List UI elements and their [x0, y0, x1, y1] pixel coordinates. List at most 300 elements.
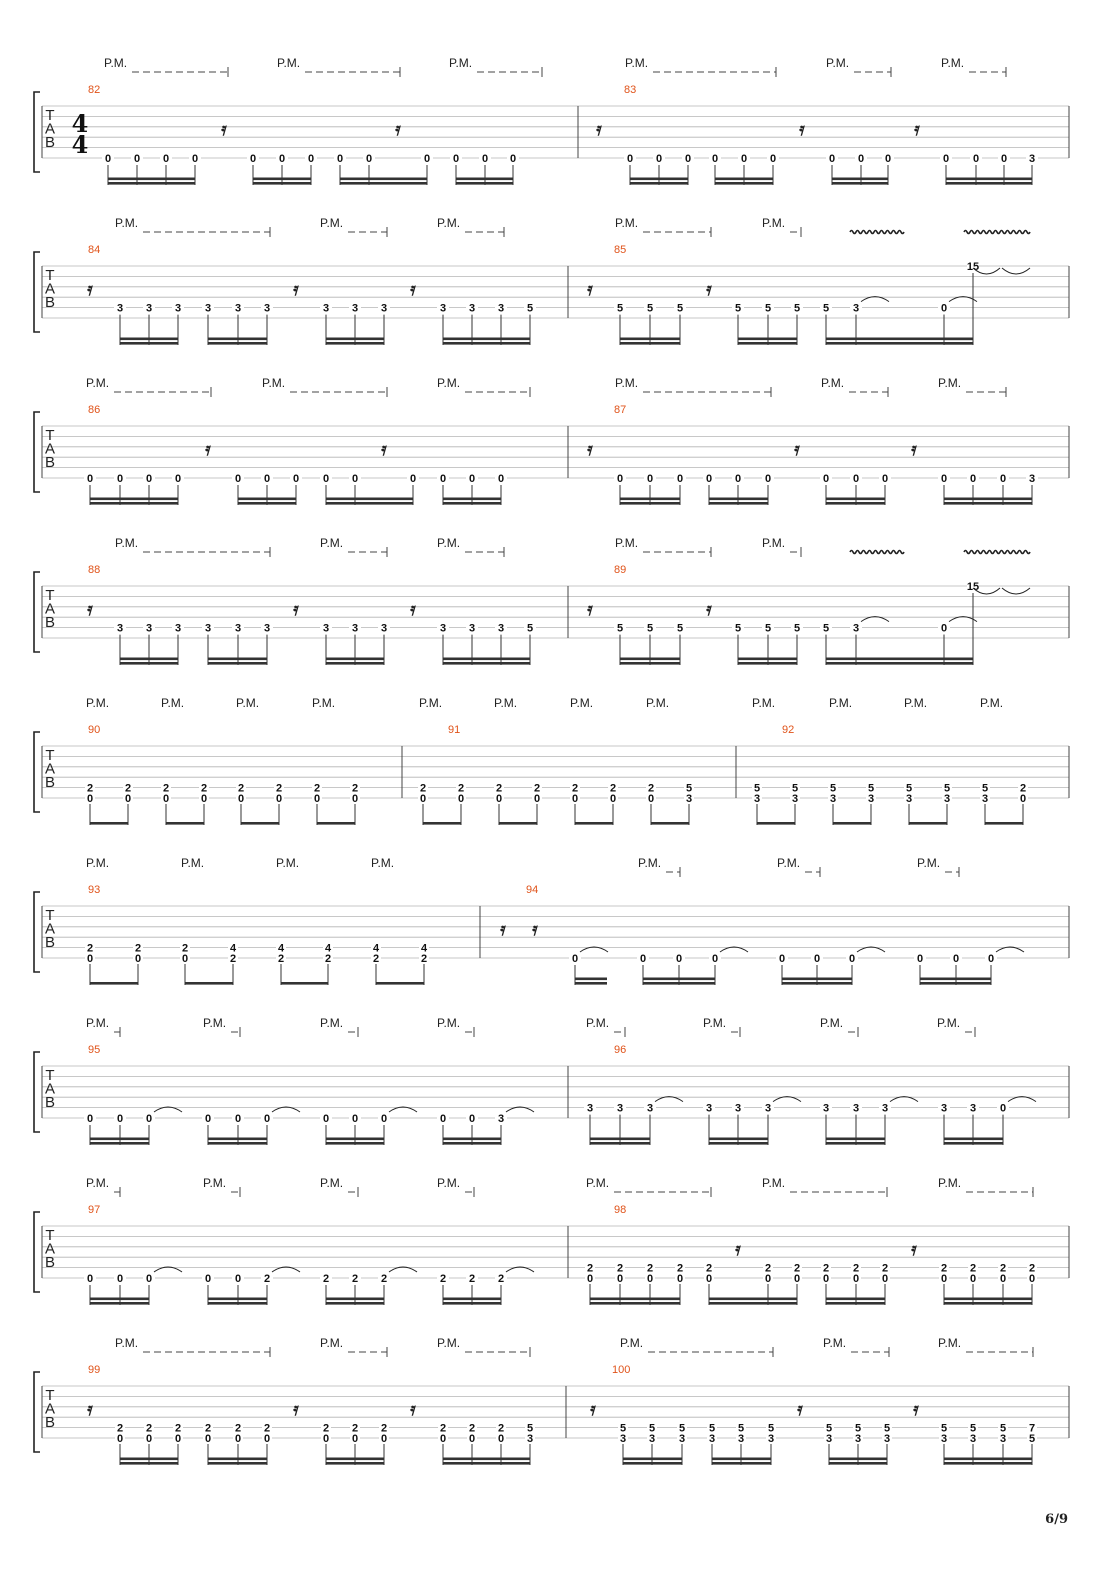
staff-system — [34, 376, 1069, 505]
beam — [326, 1298, 384, 1301]
fret-number: 0 — [705, 1273, 713, 1285]
sixteenth-rest: 𝄿 — [87, 1399, 93, 1420]
palm-mute-label: P.M. — [320, 1016, 344, 1030]
beam — [651, 822, 689, 825]
fret-number: 0 — [509, 153, 517, 165]
fret-number: 0 — [1000, 153, 1008, 165]
palm-mute-label: P.M. — [115, 216, 139, 230]
fret-number: 2 — [181, 942, 189, 955]
tab-clef-letter: A — [44, 1240, 56, 1258]
beam — [826, 1138, 885, 1141]
fret-number: 2 — [1028, 1262, 1036, 1275]
staff-system — [34, 856, 1069, 985]
fret-number: 0 — [116, 1113, 124, 1125]
fret-number: 5 — [646, 622, 654, 635]
bar-number: 93 — [88, 884, 101, 896]
fret-number: 0 — [234, 473, 242, 485]
beam — [715, 178, 773, 181]
beam — [826, 502, 885, 505]
fret-number: 2 — [124, 782, 132, 795]
tab-clef-letter: A — [44, 440, 56, 458]
fret-number: 2 — [793, 1262, 801, 1275]
beam — [738, 662, 797, 665]
bar-93 — [85, 942, 429, 985]
fret-number: 0 — [940, 302, 948, 315]
fret-number: 5 — [791, 782, 799, 795]
tab-clef-letter: A — [44, 920, 56, 938]
fret-number: 2 — [999, 1262, 1007, 1275]
fret-number: 0 — [133, 153, 141, 165]
fret-number: 3 — [322, 302, 330, 315]
fret-number: 2 — [419, 782, 427, 795]
sixteenth-rest: 𝄿 — [87, 599, 93, 620]
sixteenth-rest: 𝄿 — [590, 1399, 596, 1420]
fret-number: 5 — [940, 1422, 948, 1435]
fret-number: 0 — [263, 1113, 271, 1125]
beam — [241, 822, 279, 825]
fret-number: 3 — [616, 1102, 624, 1115]
fret-number: 3 — [145, 302, 153, 315]
beam — [90, 498, 178, 501]
fret-number: 0 — [1019, 793, 1027, 805]
fret-number: 0 — [162, 153, 170, 165]
fret-number: 0 — [116, 1273, 124, 1285]
beam — [423, 822, 461, 825]
fret-number: 4 — [372, 942, 380, 955]
fret-number: 0 — [813, 953, 821, 965]
fret-number: 0 — [134, 953, 142, 965]
fret-number: 0 — [322, 1433, 330, 1445]
fret-number: 0 — [647, 793, 655, 805]
fret-number: 0 — [174, 473, 182, 485]
fret-number: 0 — [881, 473, 889, 485]
bar-number: 92 — [782, 724, 795, 736]
fret-number: 5 — [648, 1422, 656, 1435]
sixteenth-rest: 𝄿 — [587, 279, 593, 300]
bar-number: 88 — [88, 564, 101, 576]
fret-number: 0 — [162, 793, 170, 805]
fret-number: 2 — [646, 1262, 654, 1275]
fret-number: 0 — [646, 473, 654, 485]
fret-number: 0 — [481, 153, 489, 165]
fret-number: 2 — [162, 782, 170, 795]
bar-96 — [584, 1097, 1036, 1145]
fret-number: 0 — [778, 953, 786, 965]
beam — [944, 1302, 1032, 1305]
fret-number: 0 — [86, 1113, 94, 1125]
bar-number: 84 — [88, 244, 101, 256]
fret-number: 2 — [237, 782, 245, 795]
fret-number: 0 — [881, 1273, 889, 1285]
palm-mute-label: P.M. — [419, 696, 443, 710]
fret-number: 0 — [263, 473, 271, 485]
bar-82 — [102, 119, 519, 185]
system-bracket — [34, 892, 40, 972]
sixteenth-rest: 𝄿 — [794, 439, 800, 460]
fret-number: 2 — [495, 782, 503, 795]
fret-number: 0 — [365, 153, 373, 165]
beam — [120, 338, 178, 341]
palm-mute-label: P.M. — [437, 1176, 461, 1190]
fret-number: 0 — [940, 473, 948, 485]
beam — [120, 1462, 178, 1465]
fret-number: 0 — [234, 1433, 242, 1445]
fret-number: 0 — [419, 793, 427, 805]
palm-mute-label: P.M. — [938, 1336, 962, 1350]
beam — [590, 1298, 680, 1301]
beam — [326, 1462, 384, 1465]
fret-number: 0 — [655, 153, 663, 165]
fret-number: 3 — [940, 1433, 948, 1445]
palm-mute-label: P.M. — [320, 536, 344, 550]
fret-number: 0 — [639, 953, 647, 965]
palm-mute-label: P.M. — [86, 1016, 110, 1030]
tab-clef-letter: T — [45, 267, 55, 284]
palm-mute-label: P.M. — [320, 1176, 344, 1190]
fret-number: 5 — [526, 1422, 534, 1435]
beam — [946, 178, 1032, 181]
beam — [90, 822, 128, 825]
palm-mute-label: P.M. — [277, 56, 301, 70]
tab-clef-letter: T — [45, 107, 55, 124]
beam — [829, 1462, 887, 1465]
vibrato-mark — [850, 551, 904, 554]
fret-number: 0 — [734, 473, 742, 485]
fret-number: 3 — [981, 793, 989, 805]
fret-number: 0 — [999, 1273, 1007, 1285]
fret-number: 5 — [678, 1422, 686, 1435]
beam — [709, 1138, 768, 1141]
beam — [208, 342, 267, 345]
palm-mute-label: P.M. — [615, 216, 639, 230]
sixteenth-rest: 𝄿 — [706, 599, 712, 620]
beam — [208, 338, 267, 341]
bar-87 — [587, 439, 1038, 505]
fret-number: 0 — [675, 953, 683, 965]
beam — [944, 342, 973, 345]
fret-number: 5 — [734, 622, 742, 635]
fret-number: 0 — [181, 953, 189, 965]
fret-number: 0 — [969, 473, 977, 485]
palm-mute-label: P.M. — [980, 696, 1004, 710]
fret-number: 5 — [1028, 1433, 1036, 1445]
fret-number: 3 — [969, 1102, 977, 1115]
fret-number: 0 — [940, 1273, 948, 1285]
fret-number: 3 — [829, 793, 837, 805]
bar-number: 83 — [624, 84, 637, 96]
sixteenth-rest: 𝄿 — [395, 119, 401, 140]
fret-number: 2 — [174, 1422, 182, 1435]
fret-number: 3 — [646, 1102, 654, 1115]
tab-clef-letter: T — [45, 907, 55, 924]
beam — [709, 498, 768, 501]
fret-number: 2 — [676, 1262, 684, 1275]
fret-number: 3 — [263, 622, 271, 635]
fret-number: 3 — [526, 1433, 534, 1445]
beam — [120, 658, 178, 661]
palm-mute-label: P.M. — [449, 56, 473, 70]
vibrato-mark — [850, 231, 904, 234]
beam — [623, 1462, 682, 1465]
fret-number: 3 — [439, 622, 447, 635]
fret-number: 2 — [439, 1273, 447, 1285]
beam — [712, 1458, 771, 1461]
beam — [944, 1142, 1003, 1145]
fret-number: 0 — [769, 153, 777, 165]
beam — [575, 822, 613, 825]
fret-number: 0 — [307, 153, 315, 165]
fret-number: 0 — [249, 153, 257, 165]
fret-number: 0 — [322, 1113, 330, 1125]
beam — [90, 1302, 149, 1305]
beam — [317, 822, 355, 825]
beam — [833, 822, 871, 825]
palm-mute-label: P.M. — [625, 56, 649, 70]
fret-number: 5 — [969, 1422, 977, 1435]
palm-mute-label: P.M. — [904, 696, 928, 710]
fret-number: 0 — [468, 473, 476, 485]
fret-number: 3 — [204, 622, 212, 635]
fret-number: 2 — [616, 1262, 624, 1275]
time-signature-bottom: 4 — [71, 130, 89, 159]
sixteenth-rest: 𝄿 — [735, 1239, 741, 1260]
tab-clef-letter: T — [45, 1387, 55, 1404]
staff-system — [34, 536, 1069, 665]
beam — [738, 338, 797, 341]
fret-number: 0 — [1028, 1273, 1036, 1285]
beam — [620, 658, 680, 661]
beam — [326, 1138, 384, 1141]
fret-number: 5 — [764, 302, 772, 315]
fret-number: 0 — [586, 1273, 594, 1285]
beam — [832, 178, 888, 181]
fret-number: 0 — [495, 793, 503, 805]
bar-number: 87 — [614, 404, 627, 416]
fret-number: 0 — [646, 1273, 654, 1285]
fret-number: 3 — [1028, 473, 1036, 485]
bar-92 — [752, 782, 1028, 825]
palm-mute-label: P.M. — [236, 696, 260, 710]
palm-mute-label: P.M. — [826, 56, 850, 70]
tab-clef-letter: B — [44, 1254, 56, 1271]
fret-number: 0 — [263, 1433, 271, 1445]
bar-number: 94 — [526, 884, 539, 896]
fret-number: 0 — [711, 153, 719, 165]
fret-number: 0 — [116, 1433, 124, 1445]
palm-mute-label: P.M. — [917, 856, 941, 870]
fret-number: 2 — [764, 1262, 772, 1275]
palm-mute-label: P.M. — [941, 56, 965, 70]
fret-number: 3 — [468, 622, 476, 635]
staff-system — [34, 56, 1069, 185]
beam — [376, 982, 424, 985]
vibrato-mark — [964, 551, 1030, 554]
beam — [456, 178, 513, 181]
fret-number: 3 — [734, 1102, 742, 1115]
beam — [575, 982, 607, 985]
fret-number: 2 — [705, 1262, 713, 1275]
tie — [1002, 588, 1030, 594]
fret-number: 5 — [829, 782, 837, 795]
fret-number: 2 — [322, 1273, 330, 1285]
tab-clef-letter: A — [44, 120, 56, 138]
beam — [443, 1142, 501, 1145]
fret-number: 4 — [229, 942, 237, 955]
fret-number: 0 — [940, 622, 948, 635]
fret-number: 5 — [905, 782, 913, 795]
fret-number: 0 — [275, 793, 283, 805]
fret-number: 2 — [457, 782, 465, 795]
fret-number: 4 — [324, 942, 332, 955]
fret-number: 3 — [619, 1433, 627, 1445]
beam — [985, 822, 1023, 825]
palm-mute-label: P.M. — [115, 536, 139, 550]
sixteenth-rest: 𝄿 — [381, 439, 387, 460]
fret-number: 2 — [497, 1273, 505, 1285]
sixteenth-rest: 𝄿 — [410, 279, 416, 300]
fret-number: 0 — [857, 153, 865, 165]
bar-97 — [84, 1267, 534, 1305]
beam — [590, 1302, 680, 1305]
fret-number: 0 — [439, 1113, 447, 1125]
bar-number: 86 — [88, 404, 101, 416]
sixteenth-rest: 𝄿 — [410, 599, 416, 620]
palm-mute-label: P.M. — [823, 1336, 847, 1350]
bar-83 — [596, 119, 1038, 185]
tab-clef-letter: T — [45, 427, 55, 444]
beam — [643, 978, 715, 981]
beam — [715, 182, 773, 185]
bar-number: 100 — [612, 1364, 631, 1376]
palm-mute-label: P.M. — [615, 536, 639, 550]
beam — [832, 182, 888, 185]
beam — [944, 1462, 1032, 1465]
beam — [166, 822, 204, 825]
system-bracket — [34, 412, 40, 492]
sixteenth-rest: 𝄿 — [799, 119, 805, 140]
fret-number: 3 — [380, 302, 388, 315]
fret-number: 0 — [616, 1273, 624, 1285]
fret-number: 0 — [822, 473, 830, 485]
bar-85 — [587, 260, 1030, 345]
fret-number: 15 — [966, 261, 980, 273]
fret-number: 3 — [852, 622, 860, 635]
bar-number: 91 — [448, 724, 461, 736]
beam — [944, 662, 973, 665]
fret-number: 0 — [204, 1113, 212, 1125]
sixteenth-rest: 𝄿 — [587, 439, 593, 460]
beam — [443, 338, 530, 341]
fret-number: 0 — [351, 1433, 359, 1445]
bar-86 — [84, 439, 507, 505]
fret-number: 3 — [905, 793, 913, 805]
beam — [340, 182, 427, 185]
fret-number: 0 — [116, 473, 124, 485]
beam — [443, 658, 530, 661]
palm-mute-label: P.M. — [276, 856, 300, 870]
fret-number: 3 — [351, 622, 359, 635]
beam — [630, 178, 688, 181]
fret-number: 0 — [336, 153, 344, 165]
palm-mute-label: P.M. — [262, 376, 286, 390]
fret-number: 2 — [322, 1422, 330, 1435]
fret-number: 15 — [966, 581, 980, 593]
fret-number: 0 — [423, 153, 431, 165]
fret-number: 0 — [86, 473, 94, 485]
fret-number: 0 — [684, 153, 692, 165]
fret-number: 2 — [571, 782, 579, 795]
fret-number: 3 — [999, 1433, 1007, 1445]
fret-number: 3 — [351, 302, 359, 315]
fret-number: 0 — [322, 473, 330, 485]
palm-mute-label: P.M. — [104, 56, 128, 70]
fret-number: 0 — [942, 153, 950, 165]
fret-number: 2 — [200, 782, 208, 795]
fret-number: 3 — [825, 1433, 833, 1445]
fret-number: 0 — [626, 153, 634, 165]
beam — [326, 662, 384, 665]
tab-clef-letter: B — [44, 1414, 56, 1431]
sixteenth-rest: 𝄿 — [911, 439, 917, 460]
beam — [944, 658, 973, 661]
system-bracket — [34, 1372, 40, 1452]
fret-number: 5 — [734, 302, 742, 315]
fret-number: 2 — [852, 1262, 860, 1275]
beam — [253, 182, 311, 185]
system-bracket — [34, 1212, 40, 1292]
fret-number: 0 — [278, 153, 286, 165]
palm-mute-label: P.M. — [762, 216, 786, 230]
beam — [443, 662, 530, 665]
tab-clef-letter: B — [44, 1094, 56, 1111]
beam — [326, 658, 384, 661]
beam — [90, 1298, 149, 1301]
bar-88 — [87, 599, 536, 665]
beam — [443, 1138, 501, 1141]
sixteenth-rest: 𝄿 — [293, 1399, 299, 1420]
beam — [443, 502, 501, 505]
fret-number: 5 — [646, 302, 654, 315]
fret-number: 0 — [972, 153, 980, 165]
fret-number: 0 — [999, 473, 1007, 485]
fret-number: 3 — [145, 622, 153, 635]
staff-system — [34, 1016, 1069, 1145]
palm-mute-label: P.M. — [752, 696, 776, 710]
bar-number: 95 — [88, 1044, 101, 1056]
fret-number: 0 — [409, 473, 417, 485]
palm-mute-label: P.M. — [86, 1176, 110, 1190]
sixteenth-rest: 𝄿 — [914, 119, 920, 140]
fret-number: 0 — [705, 473, 713, 485]
fret-number: 0 — [616, 473, 624, 485]
fret-number: 3 — [881, 1102, 889, 1115]
system-bracket — [34, 732, 40, 812]
fret-number: 5 — [708, 1422, 716, 1435]
fret-number: 0 — [740, 153, 748, 165]
beam — [738, 342, 797, 345]
sixteenth-rest: 𝄿 — [596, 119, 602, 140]
fret-number: 3 — [322, 622, 330, 635]
fret-number: 5 — [526, 302, 534, 315]
beam — [826, 498, 885, 501]
beam — [208, 1142, 267, 1145]
fret-number: 3 — [648, 1433, 656, 1445]
palm-mute-label: P.M. — [437, 376, 461, 390]
palm-mute-label: P.M. — [203, 1176, 227, 1190]
fret-number: 3 — [943, 793, 951, 805]
fret-number: 3 — [708, 1433, 716, 1445]
fret-number: 2 — [586, 1262, 594, 1275]
